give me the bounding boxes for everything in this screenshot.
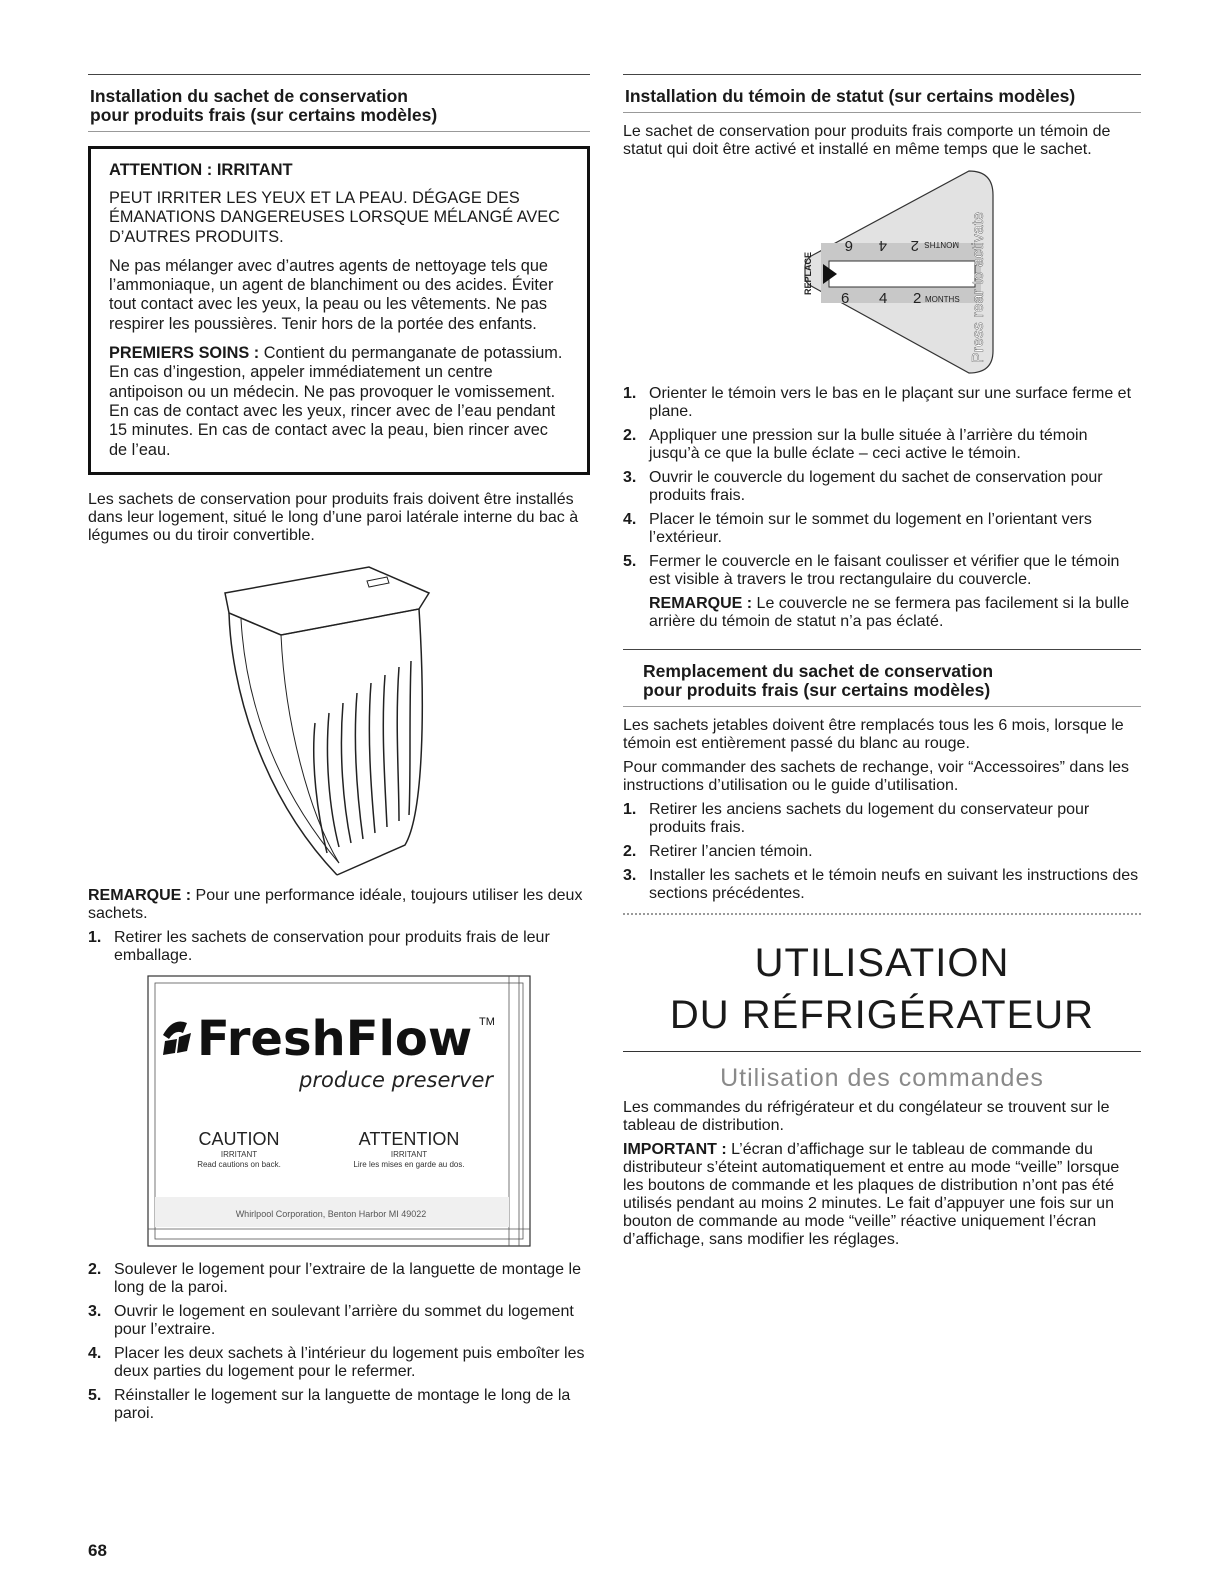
remarque-label: REMARQUE : [88,886,192,904]
controls-paragraph: Les commandes du réfrigérateur et du congélateur se trouvent sur le tableau de distribution. [623,1099,1110,1134]
step-list-1 [88,929,590,965]
indicator-num-4-mirrored: 4 [878,237,887,254]
heading-line-1: Installation du sachet de conservation [90,86,408,106]
section-heading-status-indicator [623,75,1141,113]
attention-sub-1: IRRITANT [390,1149,428,1159]
step-1-text: Retirer les sachets de conservation pour produits frais de leur emballage. [114,928,550,964]
big-title-line-2: DU RÉFRIGÉRATEUR [669,993,1095,1037]
indicator-num-2-mirrored: 2 [910,237,919,254]
important-paragraph [623,1141,1141,1249]
status-intro: Le sachet de conservation pour produits frais comporte un témoin de statut qui doit être activé et installé en même temps que le sachet. [623,123,1111,158]
caution-sub-2: Read cautions on back. [197,1159,281,1169]
title-divider [623,1051,1141,1052]
preserver-housing-illustration [219,563,459,881]
list-item: 2. Soulever le logement pour l’extraire de la languette de montage le long de la paroi. [88,1260,581,1296]
warning-title: ATTENTION : IRRITANT [109,161,293,179]
brand-name: FreshFlow [197,1010,473,1067]
remarque-text: Pour une performance idéale, toujours utiliser les deux sachets. [88,886,583,922]
replacement-steps [623,801,1141,903]
big-title-line-1: UTILISATION [754,941,1010,985]
section-heading-replacement [623,649,1141,707]
indicator-num-4: 4 [879,290,888,307]
remarque-paragraph [88,887,590,923]
packet-footer: Whirlpool Corporation, Benton Harbor MI 49022 [235,1208,427,1219]
freshflow-packet-illustration [147,975,531,1247]
list-item: 3. Installer les sachets et le témoin neufs en suivant les instructions des sections précédentes. [623,867,1139,902]
divider [623,913,1141,915]
step5-note: REMARQUE : Le couvercle ne se fermera pas facilement si la bulle arrière du témoin de statut n’a pas éclaté. [649,595,1130,630]
replace-label: REPLACE [803,251,813,295]
heading2-line-1: Remplacement du sachet de conservation [643,661,994,681]
list-item: 4. Placer le témoin sur le sommet du logement en l’orientant vers l’extérieur. [623,511,1092,546]
indicator-num-6: 6 [841,290,850,307]
list-item: 3. Ouvrir le couvercle du logement du sachet de conservation pour produits frais. [623,469,1103,504]
page-number: 68 [88,1541,107,1560]
step-list-2 [88,1261,590,1423]
trademark: TM [479,1015,495,1028]
list-item: 5. Fermer le couvercle en le faisant coulisser et vérifier que le témoin est visible à travers le trou rectangulaire du couvercle. REMARQUE : Le couvercle ne se fermera pas facilement si la bulle arrière du témoin de statut n’a pas éclaté. [623,553,1141,631]
installation-intro: Les sachets de conservation pour produits frais doivent être installés dans leur logement, situé le long d’une paroi latérale interne du bac à légumes ou du tiroir convertible. [88,490,579,544]
warning-body-text: Ne pas mélanger avec d’autres agents de nettoyage tels que l’ammoniaque, un agent de blanchiment ou des acides. Éviter tout contact avec les yeux, la peau ou les vêtements. Ne pas respirer les poussières. Tenir hors de la portée des enfants. [109,256,554,333]
indicator-steps [623,385,1141,631]
attention-label: ATTENTION [358,1128,460,1149]
indicator-num-2: 2 [913,290,922,307]
list-item: 5. Réinstaller le logement sur la languette de montage le long de la paroi. [88,1386,571,1422]
section-heading-installation-sachet [88,75,590,132]
subsection-title: Utilisation des commandes [720,1064,1044,1092]
left-column [88,74,590,1429]
indicator-months: MONTHS [925,295,960,304]
caution-label: CAUTION [198,1128,280,1149]
list-item: 2. Appliquer une pression sur la bulle située à l’arrière du témoin jusqu’à ce que la bulle éclate – ceci active le témoin. [623,427,1088,462]
list-item: 1. Retirer les sachets de conservation pour produits frais de leur emballage. [88,928,550,964]
attention-sub-2: Lire les mises en garde au dos. [353,1159,465,1169]
activate-side-text: Press rear to activate [970,211,987,363]
caution-sub-1: IRRITANT [220,1149,258,1159]
indicator-num-6-mirrored: 6 [844,237,853,254]
right-column [623,74,1141,1255]
first-aid-paragraph [109,344,569,460]
list-item: 3. Ouvrir le logement en soulevant l’arrière du sommet du logement pour l’extraire. [88,1302,574,1338]
replace-paragraph-1: Les sachets jetables doivent être remplacés tous les 6 mois, lorsque le témoin est entièrement passé du blanc au rouge. [623,717,1124,752]
heading-text: Installation du témoin de statut (sur certains modèles) [625,86,1076,106]
indicator-months-mirrored: MONTHS [924,240,959,249]
list-item: 2. Retirer l’ancien témoin. [623,843,813,860]
replace-paragraph-2: Pour commander des sachets de rechange, voir “Accessoires” dans les instructions d’utilisation ou le guide d’utilisation. [623,759,1130,794]
first-aid-label: PREMIERS SOINS : [109,344,260,363]
warning-caps-text: PEUT IRRITER LES YEUX ET LA PEAU. DÉGAGE DES ÉMANATIONS DANGEREUSES LORSQUE MÉLANGÉ AVEC D’AUTRES PRODUITS. [109,189,560,246]
heading-line-2: pour produits frais (sur certains modèles) [90,105,438,125]
first-aid-text: Contient du permanganate de potassium. En cas d’ingestion, appeler immédiatement un centre antipoison ou un médecin. Ne pas provoquer le vomissement. En cas de contact avec les yeux, rincer avec de l’eau pendant 15 minutes. En cas de contact avec la peau, bien rincer avec de l’eau. [109,344,563,459]
brand-tagline: produce preserver [299,1067,493,1092]
warning-box [88,146,590,475]
status-indicator-illustration [783,167,1003,375]
heading2-line-2: pour produits frais (sur certains modèles) [643,680,991,700]
important-text: L’écran d’affichage sur le tableau de commande du distributeur s’éteint automatiquement et entre au mode “veille” lorsque les boutons de commande et les plaques de distribution n’ont pas été utilisés pendant au moins 2 minutes. Le fait d’appuyer une fois sur un bouton de commande au mode “veille” réactive uniquement l’écran d’affichage, sans modifier les réglages. [623,1141,1120,1248]
important-label: IMPORTANT : [623,1141,727,1158]
list-item: 4. Placer les deux sachets à l’intérieur du logement puis emboîter les deux parties du logement pour le refermer. [88,1344,585,1380]
list-item: 1. Orienter le témoin vers le bas en le plaçant sur une surface ferme et plane. [623,385,1132,420]
list-item: 1. Retirer les anciens sachets du logement du conservateur pour produits frais. [623,801,1090,836]
